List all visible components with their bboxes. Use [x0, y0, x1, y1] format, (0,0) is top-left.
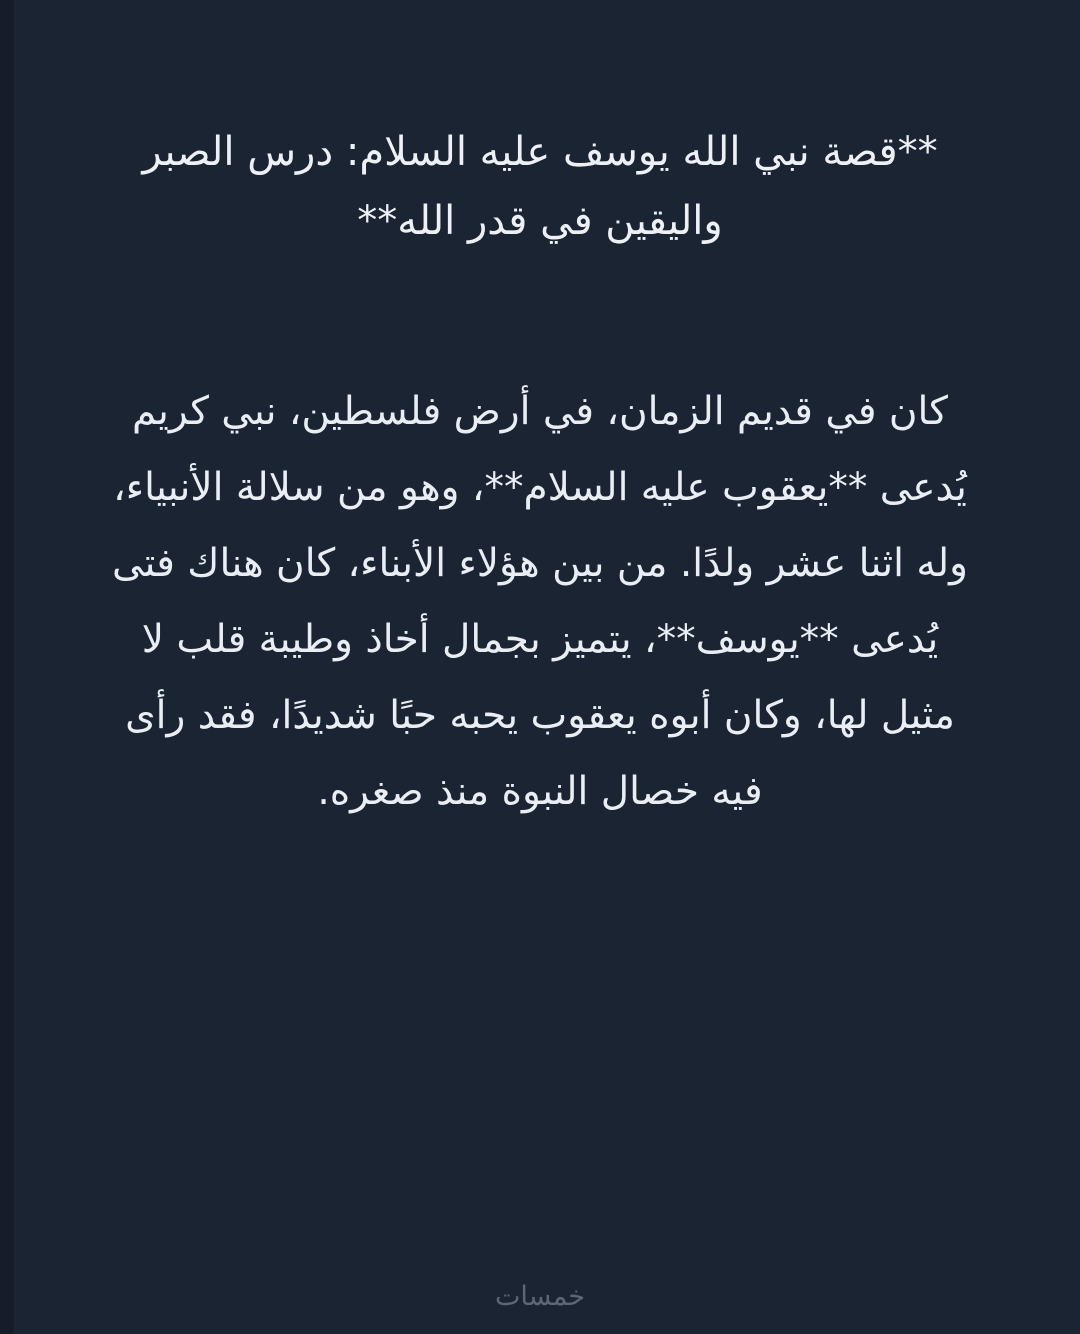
page-title: **قصة نبي الله يوسف عليه السلام: درس الصبر واليقين في قدر الله**: [142, 129, 938, 244]
title-body-spacer: [100, 256, 980, 374]
body-paragraph: كان في قديم الزمان، في أرض فلسطين، نبي كريم يُدعى **يعقوب عليه السلام**، وهو من سلالة الأنبياء، وله اثنا عشر ولدًا. من بين هؤلاء الأبناء، كان هناك فتى يُدعى **يوسف**، يتميز بجمال أخاذ وطيبة قلب لا مثيل لها، وكان أبوه يعقوب يحبه حبًا شديدًا، فقد رأى فيه خصال النبوة منذ صغره.: [111, 388, 968, 814]
page-left-edge-strip: [0, 0, 14, 1334]
document-content: [100, 0, 980, 830]
watermark-text: خمسات: [494, 1281, 586, 1312]
